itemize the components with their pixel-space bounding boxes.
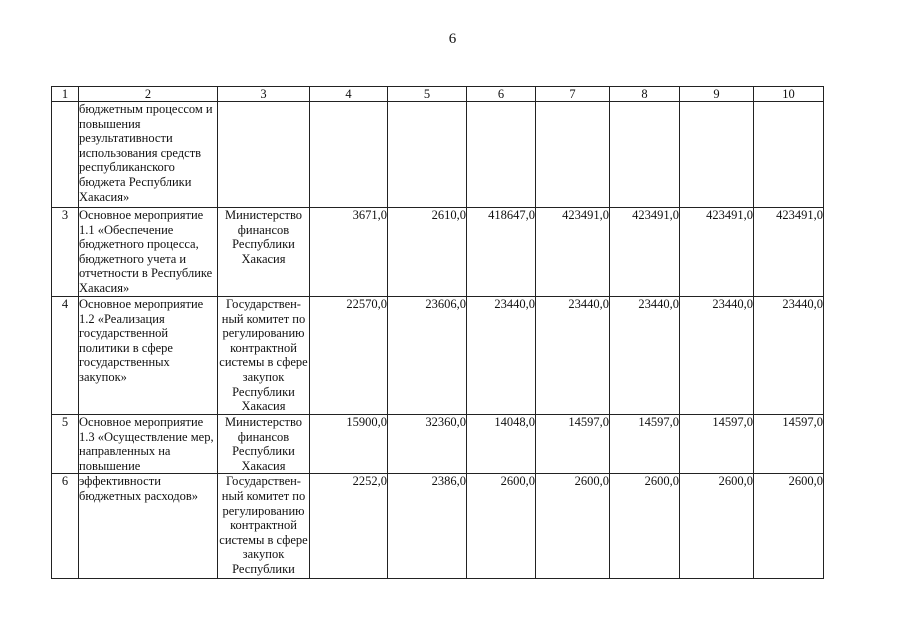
executor: Министерство финансов Республики Хакасия bbox=[218, 208, 310, 297]
column-header: 3 bbox=[218, 87, 310, 102]
budget-program-table bbox=[51, 86, 824, 579]
value-cell bbox=[467, 102, 536, 208]
value-cell: 2252,0 bbox=[310, 474, 388, 579]
row-number: 5 bbox=[52, 415, 79, 474]
value-cell: 23440,0 bbox=[610, 297, 680, 415]
column-header: 5 bbox=[388, 87, 467, 102]
column-header: 2 bbox=[79, 87, 218, 102]
table-row bbox=[52, 415, 824, 474]
value-cell: 2600,0 bbox=[754, 474, 824, 579]
value-cell: 23440,0 bbox=[680, 297, 754, 415]
table-row bbox=[52, 297, 824, 415]
value-cell: 22570,0 bbox=[310, 297, 388, 415]
value-cell bbox=[610, 102, 680, 208]
activity-name: Основное мероприятие 1.1 «Обеспечение бюджетного процесса, бюджетного учета и отчетности в Республике Хакасия» bbox=[79, 208, 218, 297]
value-cell: 23440,0 bbox=[754, 297, 824, 415]
table-row bbox=[52, 208, 824, 297]
executor: Министерство финансов Республики Хакасия bbox=[218, 415, 310, 474]
table-row bbox=[52, 474, 824, 579]
value-cell: 2600,0 bbox=[536, 474, 610, 579]
value-cell: 14597,0 bbox=[610, 415, 680, 474]
value-cell: 2600,0 bbox=[467, 474, 536, 579]
value-cell: 15900,0 bbox=[310, 415, 388, 474]
value-cell: 23606,0 bbox=[388, 297, 467, 415]
activity-name: Основное мероприятие 1.3 «Осуществление мер, направленных на повышение bbox=[79, 415, 218, 474]
value-cell bbox=[310, 102, 388, 208]
column-header: 7 bbox=[536, 87, 610, 102]
column-header: 4 bbox=[310, 87, 388, 102]
activity-name: Основное мероприятие 1.2 «Реализация государственной политики в сфере государственных закупок» bbox=[79, 297, 218, 415]
executor: Государствен-ный комитет по регулированию контрактной системы в сфере закупок Республики Хакасия bbox=[219, 297, 308, 414]
executor: Государствен-ный комитет по регулированию контрактной системы в сфере закупок Республики bbox=[218, 474, 310, 579]
column-header: 6 bbox=[467, 87, 536, 102]
row-number: 3 bbox=[52, 208, 79, 297]
value-cell: 2600,0 bbox=[610, 474, 680, 579]
column-number-row bbox=[52, 87, 824, 102]
value-cell bbox=[680, 102, 754, 208]
value-cell: 14048,0 bbox=[467, 415, 536, 474]
row-number: 4 bbox=[52, 297, 79, 415]
executor bbox=[218, 102, 310, 208]
value-cell: 423491,0 bbox=[610, 208, 680, 297]
column-header: 1 bbox=[52, 87, 79, 102]
activity-name: бюджетным процессом и повышения результативности использования средств республиканского бюджета Республики Хакасия» bbox=[79, 102, 218, 208]
page-number: 6 bbox=[448, 31, 457, 47]
row-number: 6 bbox=[52, 474, 79, 579]
value-cell: 418647,0 bbox=[467, 208, 536, 297]
column-header: 10 bbox=[754, 87, 824, 102]
value-cell: 2610,0 bbox=[388, 208, 467, 297]
row-number bbox=[52, 102, 79, 208]
value-cell bbox=[536, 102, 610, 208]
value-cell bbox=[388, 102, 467, 208]
value-cell: 2386,0 bbox=[388, 474, 467, 579]
column-header: 8 bbox=[610, 87, 680, 102]
value-cell: 23440,0 bbox=[536, 297, 610, 415]
value-cell: 14597,0 bbox=[754, 415, 824, 474]
value-cell: 32360,0 bbox=[388, 415, 467, 474]
table-row bbox=[52, 102, 824, 208]
value-cell: 14597,0 bbox=[680, 415, 754, 474]
value-cell: 3671,0 bbox=[310, 208, 388, 297]
value-cell: 423491,0 bbox=[680, 208, 754, 297]
value-cell: 2600,0 bbox=[680, 474, 754, 579]
column-header: 9 bbox=[680, 87, 754, 102]
activity-name: эффективности бюджетных расходов» bbox=[79, 474, 218, 579]
value-cell bbox=[754, 102, 824, 208]
value-cell: 23440,0 bbox=[467, 297, 536, 415]
value-cell: 14597,0 bbox=[536, 415, 610, 474]
value-cell: 423491,0 bbox=[754, 208, 824, 297]
value-cell: 423491,0 bbox=[536, 208, 610, 297]
